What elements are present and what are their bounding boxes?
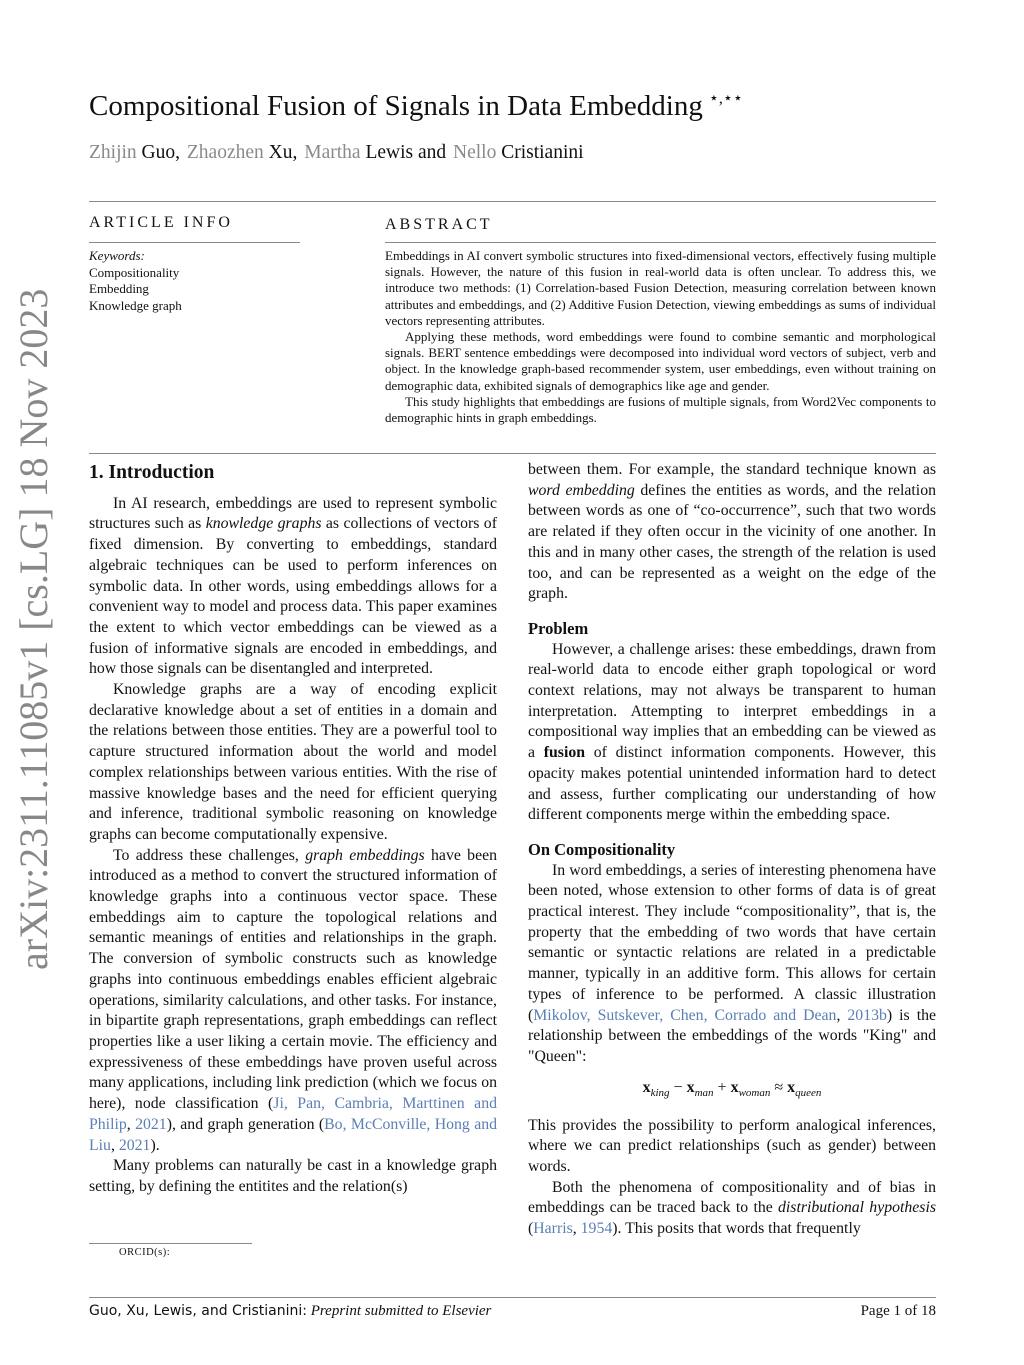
footer-authors: Guo, Xu, Lewis, and Cristianini: xyxy=(89,1303,307,1319)
author-last-name: Guo xyxy=(141,142,176,163)
abstract-heading: ABSTRACT xyxy=(385,216,493,233)
citation-year-link[interactable]: 2021 xyxy=(135,1115,167,1133)
paragraph: In word embeddings, a series of interesting phenomena have been noted, whose extension to other forms of data is of great practical interest. They include “compositionality”, that is, the property that the embedding of two words that have certain semantic or syntactic relations are related in a predictable manner, typically in an additive form. This allows for certain types of inference to be performed. A classic illustration (Mikolov, Sutskever, Chen, Corrado and Dean, 2013b) is the relationship between the embeddings of the words "King" and "Queen": xyxy=(528,861,936,1065)
paper-title xyxy=(89,88,743,123)
author-separator: , xyxy=(292,142,298,163)
abstract-rule xyxy=(385,242,936,243)
author-first-name: Martha xyxy=(304,142,361,163)
citation-link[interactable]: Ji, Pan, Cambria, Marttinen and Philip xyxy=(89,1095,497,1133)
paragraph: This provides the possibility to perform analogical inferences, where we can predict relationships (such as gender) between words. xyxy=(528,1116,936,1175)
citation-link[interactable]: Bo, McConville, Hong and Liu xyxy=(89,1115,498,1154)
right-column xyxy=(528,460,936,1240)
header-divider xyxy=(89,201,936,202)
author xyxy=(89,142,180,163)
author-first-name: Zhaozhen xyxy=(186,142,264,163)
keyword: Embedding xyxy=(89,281,149,296)
author-first-name: Zhijin xyxy=(89,142,137,163)
keywords-block xyxy=(89,248,300,314)
emphasis: graph embeddings xyxy=(305,846,425,864)
footer-venue: Preprint submitted to Elsevier xyxy=(310,1303,492,1319)
title-footnote-marks: ⋆,⋆⋆ xyxy=(708,90,743,107)
emphasis: distributional hypothesis xyxy=(778,1199,936,1217)
author-list xyxy=(89,142,586,164)
left-column xyxy=(89,463,497,1198)
strong-term: fusion xyxy=(543,744,586,762)
abstract-divider xyxy=(89,453,936,454)
section-heading-introduction: 1. Introduction xyxy=(89,462,215,483)
citation-link[interactable]: Mikolov, Sutskever, Chen, Corrado and Dean xyxy=(533,1006,837,1024)
paragraph: However, a challenge arises: these embeddings, drawn from real-world data to encode either graph topological or word context relations, may not always be transparent to human interpretation. Attempting to interpret embeddings in a compositional way implies that an embedding can be viewed as a fusion of distinct information components. However, this opacity makes potential unintended information hard to detect and assess, further complicating our understanding of how different components merge within the embedding space. xyxy=(528,640,936,824)
keywords-label: Keywords: xyxy=(89,248,145,263)
paragraph: In AI research, embeddings are used to represent symbolic structures such as knowledge graphs as collections of vectors of fixed dimension. By converting to embeddings, standard algebraic techniques can be used to perform inferences on symbolic data. In other words, using embeddings allows for a convenient way to model and process data. This paper examines the extent to which vector embeddings can be viewed as a fusion of informative signals are encoded in embeddings, and how those signals can be disentangled and interpreted. xyxy=(89,494,497,678)
paper-title-text: Compositional Fusion of Signals in Data Embedding xyxy=(89,90,703,122)
paragraph: between them. For example, the standard technique known as word embedding defines the entities as words, and the relation between words as one of “co-occurrence”, such that two words are related if they often occur in the vicinity of one another. In this and in many other cases, the strength of the relation is used too, and can be represented as a weight on the edge of the graph. xyxy=(528,461,936,603)
author-first-name: Nello xyxy=(453,142,497,163)
abstract-paragraph: Embeddings in AI convert symbolic structures into fixed-dimensional vectors, effectively fusing multiple signals. However, the nature of this fusion in real-world data is often unclear. To address this, we introduce two methods: (1) Correlation-based Fusion Detection, measuring correlation between known attributes and embeddings, and (2) Additive Fusion Detection, viewing embeddings as sums of individual vectors representing attributes. xyxy=(385,248,936,328)
author-separator: and xyxy=(413,142,447,163)
citation-year-link[interactable]: 2013b xyxy=(847,1006,887,1024)
keyword: Knowledge graph xyxy=(89,297,182,313)
subsection-heading-problem: Problem xyxy=(528,618,589,638)
analogy-equation: $x_{king} - x_{man} + x_{woman} \approx x_{queen}$ xyxy=(642,1078,822,1099)
subsection-heading-compositionality: On Compositionality xyxy=(528,839,676,859)
author-separator: , xyxy=(175,142,181,163)
abstract-body xyxy=(385,248,936,426)
emphasis: word embedding xyxy=(528,481,635,499)
paragraph: Knowledge graphs are a way of encoding explicit declarative knowledge about a set of entities in a domain and the relations between those entities. They are a powerful tool to capture structured information about the world and model complex relationships between various entities. With the rise of massive knowledge bases and the need for efficient querying and inference, traditional symbolic reasoning on knowledge graphs can become computationally expensive. xyxy=(89,681,497,843)
orcid-footnote: ORCID(s): xyxy=(119,1247,171,1258)
footer-rule xyxy=(89,1297,936,1298)
citation-year-link[interactable]: 1954 xyxy=(580,1220,613,1238)
emphasis: knowledge graphs xyxy=(205,515,322,533)
abstract-paragraph: Applying these methods, word embeddings were found to combine semantic and morphological signals. BERT sentence embeddings were decomposed into individual word vectors of subject, verb and object. In the knowledge graph-based recommender system, user embeddings, even without training on demographic data, exhibited signals of demographics like age and gender. xyxy=(385,329,936,393)
paragraph: Both the phenomena of compositionality and of bias in embeddings can be traced back to the distributional hypothesis (Harris, 1954). This posits that words that frequently xyxy=(528,1178,936,1238)
page-number: Page 1 of 18 xyxy=(860,1303,936,1319)
footnote-rule xyxy=(89,1243,252,1244)
author xyxy=(304,142,446,163)
arxiv-identifier: arXiv:2311.11085v1 [cs.LG] 18 Nov 2023 xyxy=(11,288,56,970)
abstract-paragraph: This study highlights that embeddings are fusions of multiple signals, from Word2Vec components to demographic hints in graph embeddings. xyxy=(385,393,936,426)
article-info-heading: ARTICLE INFO xyxy=(89,214,233,231)
paragraph: To address these challenges, graph embeddings have been introduced as a method to convert the structured information of knowledge graphs into a continuous vector space. These embeddings aim to capture the topological relations and semantic meanings of entities and relationships in the graph. The conversion of symbolic constructs such as knowledge graphs into continuous embeddings enables efficient algebraic operations, similarity calculations, and other tasks. For instance, in bipartite graph representations, graph embeddings can reflect properties like a user liking a certain movie. The efficiency and expressiveness of these embeddings have proven useful across many applications, including link prediction (which we focus on here), node classification (Ji, Pan, Cambria, Marttinen and Philip, 2021), and graph generation (Bo, McConville, Hong and Liu, 2021). xyxy=(89,846,498,1154)
paragraph: Many problems can naturally be cast in a knowledge graph setting, by defining the entitites and the relation(s) xyxy=(89,1157,497,1195)
author xyxy=(453,142,584,163)
citation-link[interactable]: Harris xyxy=(533,1220,573,1238)
author-last-name: Lewis xyxy=(365,142,414,163)
article-info-rule xyxy=(89,242,300,243)
author-last-name: Xu xyxy=(268,142,293,163)
citation-year-link[interactable]: 2021 xyxy=(118,1136,151,1154)
keyword: Compositionality xyxy=(89,264,180,280)
author-last-name: Cristianini xyxy=(501,142,584,163)
running-footer xyxy=(89,1303,491,1320)
author xyxy=(187,142,297,163)
